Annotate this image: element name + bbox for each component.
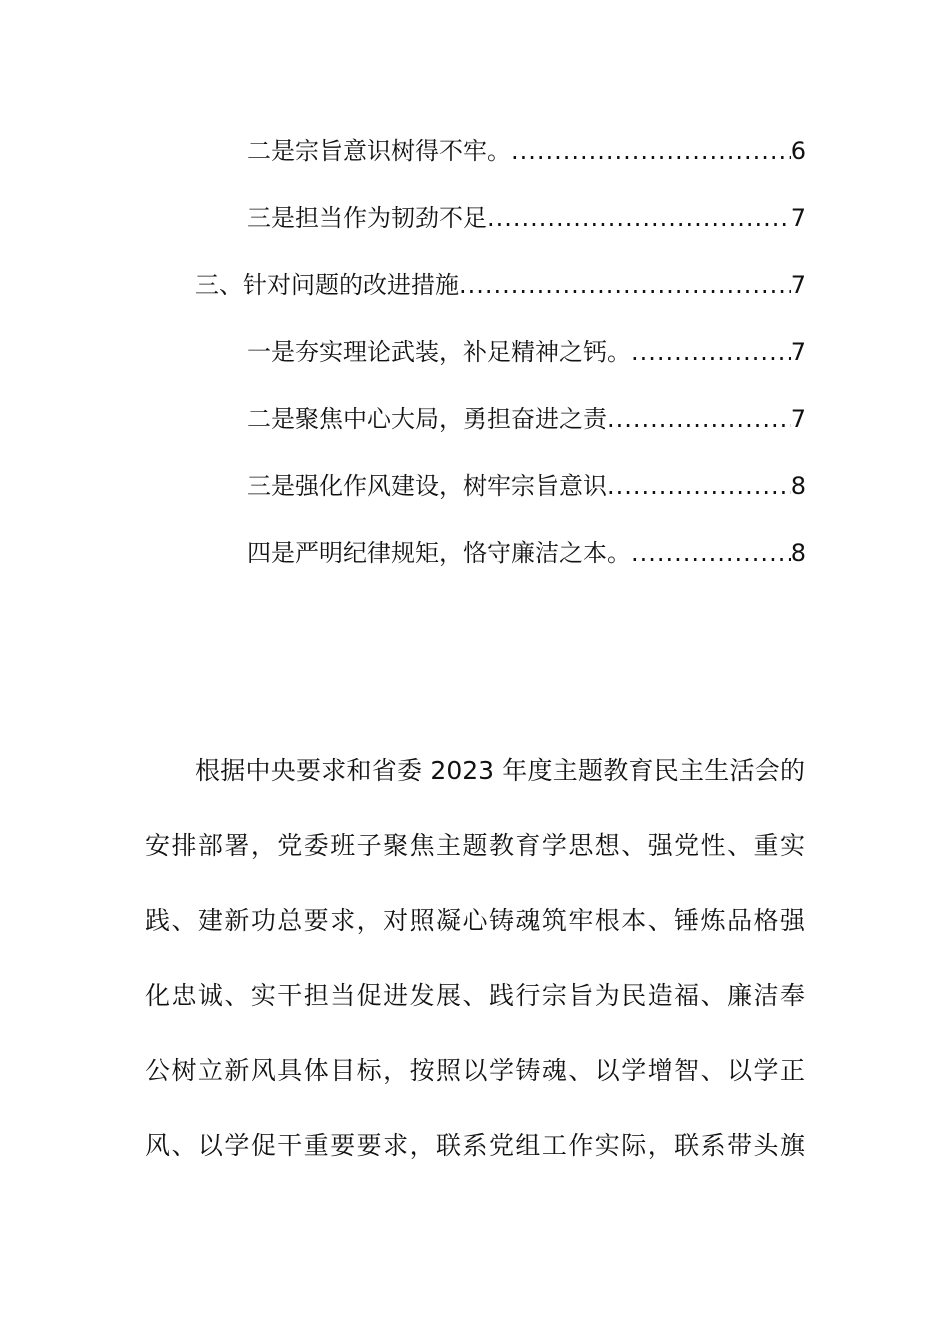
body-paragraph [145,733,805,1183]
toc-leader-dots [607,402,791,436]
toc-entry-title: 三、针对问题的改进措施 [195,271,459,299]
toc-entry-page: 7 [790,338,806,366]
toc-entry-page: 7 [790,271,806,299]
toc-entry[interactable] [247,134,806,168]
toc-entry-title: 二是宗旨意识树得不牢。 [247,137,511,165]
toc-leader-dots [631,536,791,570]
body-line: 风、以学促干重要要求，联系党组工作实际，联系带头旗 [145,1131,805,1160]
toc-entry-page: 7 [790,204,806,232]
toc-leader-dots [607,469,791,503]
body-line: 根据中央要求和省委 2023 年度主题教育民主生活会的 [195,756,805,785]
body-line: 化忠诚、实干担当促进发展、践行宗旨为民造福、廉洁奉 [145,981,805,1010]
toc-entry-page: 7 [790,405,806,433]
body-line: 安排部署，党委班子聚焦主题教育学思想、强党性、重实 [145,831,805,860]
toc-entry-title: 一是夯实理论武装，补足精神之钙。 [247,338,631,366]
toc-entry[interactable] [247,201,806,235]
body-line: 践、建新功总要求，对照凝心铸魂筑牢根本、锤炼品格强 [145,906,805,935]
toc-leader-dots [511,134,791,168]
toc-entry-page: 8 [790,472,806,500]
toc-entry[interactable] [195,268,806,302]
toc-leader-dots [631,335,791,369]
toc-entry-title: 二是聚焦中心大局，勇担奋进之责 [247,405,607,433]
toc-leader-dots [487,201,791,235]
toc-entry-title: 四是严明纪律规矩，恪守廉洁之本。 [247,539,631,567]
toc-entry-page: 6 [790,137,806,165]
toc-entry[interactable] [247,335,806,369]
toc-leader-dots [459,268,791,302]
toc-entry-title: 三是担当作为韧劲不足 [247,204,487,232]
body-line: 公树立新风具体目标，按照以学铸魂、以学增智、以学正 [145,1056,805,1085]
toc-entry-title: 三是强化作风建设，树牢宗旨意识 [247,472,607,500]
toc-entry[interactable] [247,469,806,503]
toc-entry[interactable] [247,402,806,436]
toc-entry[interactable] [247,536,806,570]
toc-entry-page: 8 [790,539,806,567]
